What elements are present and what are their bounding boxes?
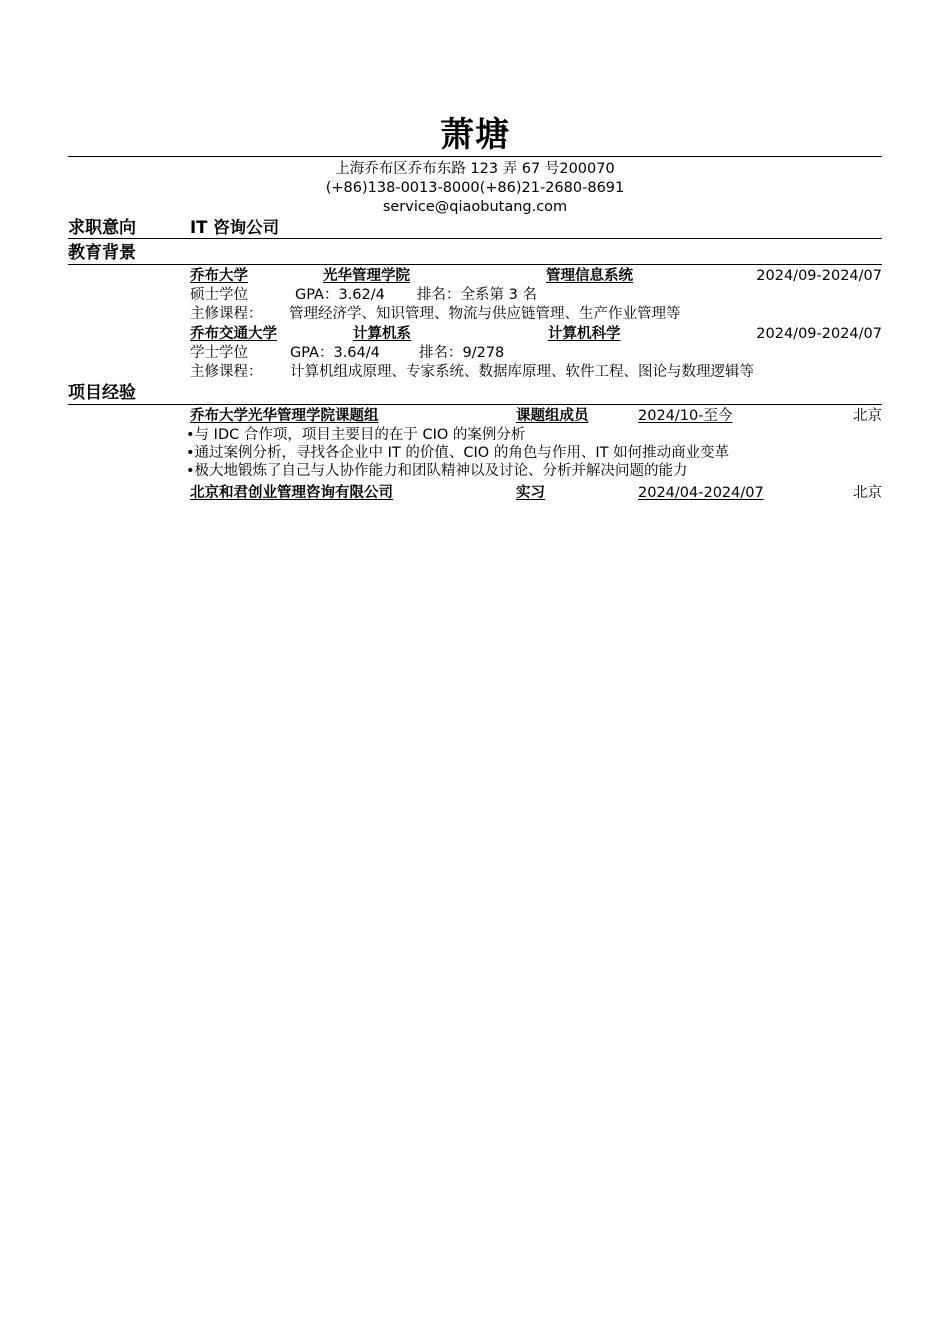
- project-bullet: •通过案例分析，寻找各企业中 IT 的价值、CIO 的角色与作用、IT 如何推动商业变革: [186, 445, 730, 461]
- education-section-title: 教育背景: [68, 243, 136, 263]
- project-date: 2024/04-2024/07: [638, 485, 764, 501]
- candidate-name: 萧塘: [440, 115, 510, 155]
- objective-value: IT 咨询公司: [190, 218, 280, 237]
- project-org: 北京和君创业管理咨询有限公司: [190, 485, 393, 501]
- education-courses: 管理经济学、知识管理、物流与供应链管理、生产作业管理等: [289, 306, 681, 322]
- education-courses-label: 主修课程：: [190, 364, 263, 380]
- objective-divider: [68, 238, 882, 239]
- education-major: 计算机科学: [548, 326, 621, 342]
- education-degree: 硕士学位: [190, 287, 248, 303]
- projects-divider: [68, 404, 882, 405]
- education-courses-label: 主修课程：: [190, 306, 263, 322]
- education-college: 计算机系: [353, 326, 411, 342]
- education-rank: 排名：9/278: [419, 345, 505, 361]
- education-school: 乔布交通大学: [190, 326, 277, 342]
- education-gpa: GPA：3.62/4: [295, 287, 385, 303]
- contact-address: 上海乔布区乔布东路 123 弄 67 号200070: [335, 161, 615, 177]
- project-location: 北京: [853, 485, 882, 501]
- education-date: 2024/09-2024/07: [756, 326, 882, 342]
- contact-email[interactable]: service@qiaobutang.com: [382, 199, 568, 215]
- project-date: 2024/10-至今: [638, 408, 733, 424]
- objective-label: 求职意向: [68, 218, 136, 238]
- project-location: 北京: [853, 408, 882, 424]
- header-divider: [68, 156, 882, 157]
- education-major: 管理信息系统: [546, 268, 633, 284]
- education-rank: 排名：全系第 3 名: [417, 287, 537, 303]
- project-role: 课题组成员: [516, 408, 589, 424]
- project-bullet: •与 IDC 合作项，项目主要目的在于 CIO 的案例分析: [186, 427, 526, 443]
- project-role: 实习: [516, 485, 545, 501]
- education-date: 2024/09-2024/07: [756, 268, 882, 284]
- projects-section-title: 项目经验: [68, 383, 136, 403]
- education-courses: 计算机组成原理、专家系统、数据库原理、软件工程、图论与数理逻辑等: [290, 364, 754, 380]
- education-degree: 学士学位: [190, 345, 248, 361]
- education-school: 乔布大学: [190, 268, 248, 284]
- contact-phone: (+86)138-0013-8000(+86)21-2680-8691: [325, 180, 625, 196]
- education-divider: [68, 264, 882, 265]
- education-gpa: GPA：3.64/4: [290, 345, 380, 361]
- project-org: 乔布大学光华管理学院课题组: [190, 408, 379, 424]
- education-college: 光华管理学院: [323, 268, 410, 284]
- project-bullet: •极大地锻炼了自己与人协作能力和团队精神以及讨论、分析并解决问题的能力: [186, 463, 688, 479]
